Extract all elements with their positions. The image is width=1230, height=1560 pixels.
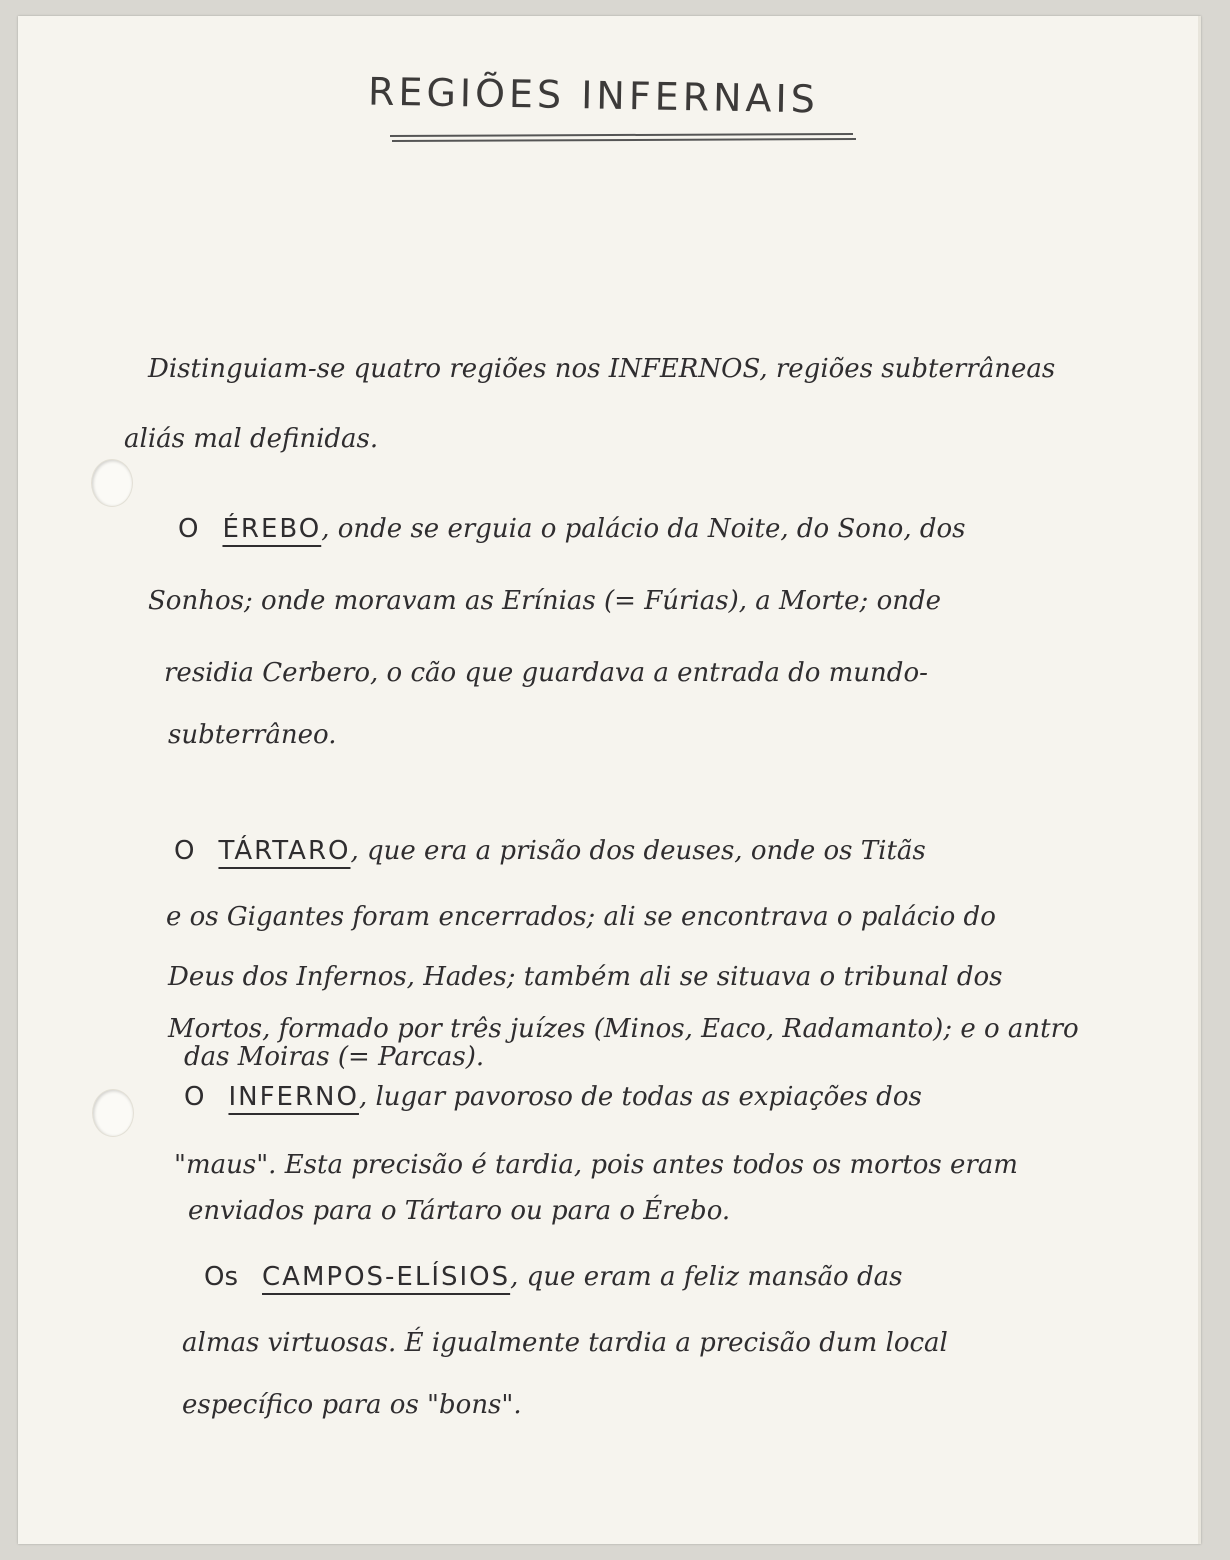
campos-line-1 <box>204 1262 902 1292</box>
campos-heading: CAMPOS-ELÍSIOS <box>262 1262 511 1292</box>
page-title: REGIÕES INFERNAIS <box>367 69 820 122</box>
tartaro-line-1-text: , que era a prisão dos deuses, onde os Titãs <box>350 836 926 866</box>
section-marker: Os <box>204 1262 239 1292</box>
tartaro-line-5: das Moiras (= Parcas). <box>184 1042 485 1072</box>
tartaro-heading: TÁRTARO <box>218 836 351 866</box>
inferno-line-1 <box>184 1082 922 1112</box>
erebo-line-3: residia Cerbero, o cão que guardava a entrada do mundo- <box>164 658 928 688</box>
inferno-line-1-text: , lugar pavoroso de todas as expiações dos <box>358 1082 922 1112</box>
erebo-line-2: Sonhos; onde moravam as Erínias (= Fúrias), a Morte; onde <box>148 586 942 616</box>
erebo-line-4: subterrâneo. <box>168 720 337 750</box>
erebo-line-1 <box>178 514 966 544</box>
tartaro-line-2: e os Gigantes foram encerrados; ali se encontrava o palácio do <box>166 902 996 932</box>
campos-line-3: específico para os "bons". <box>182 1390 522 1420</box>
inferno-line-2: "maus". Esta precisão é tardia, pois antes todos os mortos eram <box>174 1150 1018 1180</box>
punch-hole <box>93 1090 133 1136</box>
intro-line-2: aliás mal definidas. <box>124 424 379 454</box>
section-marker: O <box>174 836 195 866</box>
inferno-line-3: enviados para o Tártaro ou para o Érebo. <box>188 1196 731 1226</box>
intro-line-1: Distinguiam-se quatro regiões nos INFERNOS, regiões subterrâneas <box>148 354 1056 384</box>
tartaro-line-1 <box>174 836 926 866</box>
manuscript-page <box>18 16 1201 1544</box>
tartaro-line-4: Mortos, formado por três juízes (Minos, Eaco, Radamanto); e o antro <box>168 1014 1079 1044</box>
punch-hole <box>92 460 132 506</box>
inferno-heading: INFERNO <box>228 1082 359 1112</box>
campos-line-1-text: , que eram a feliz mansão das <box>510 1262 903 1292</box>
erebo-heading: ÉREBO <box>222 514 322 544</box>
title-double-underline <box>388 133 858 143</box>
section-marker: O <box>178 514 199 544</box>
campos-line-2: almas virtuosas. É igualmente tardia a precisão dum local <box>182 1328 948 1358</box>
erebo-line-1-text: , onde se erguia o palácio da Noite, do Sono, dos <box>321 514 966 544</box>
tartaro-line-3: Deus dos Infernos, Hades; também ali se situava o tribunal dos <box>168 962 1003 992</box>
section-marker: O <box>184 1082 205 1112</box>
